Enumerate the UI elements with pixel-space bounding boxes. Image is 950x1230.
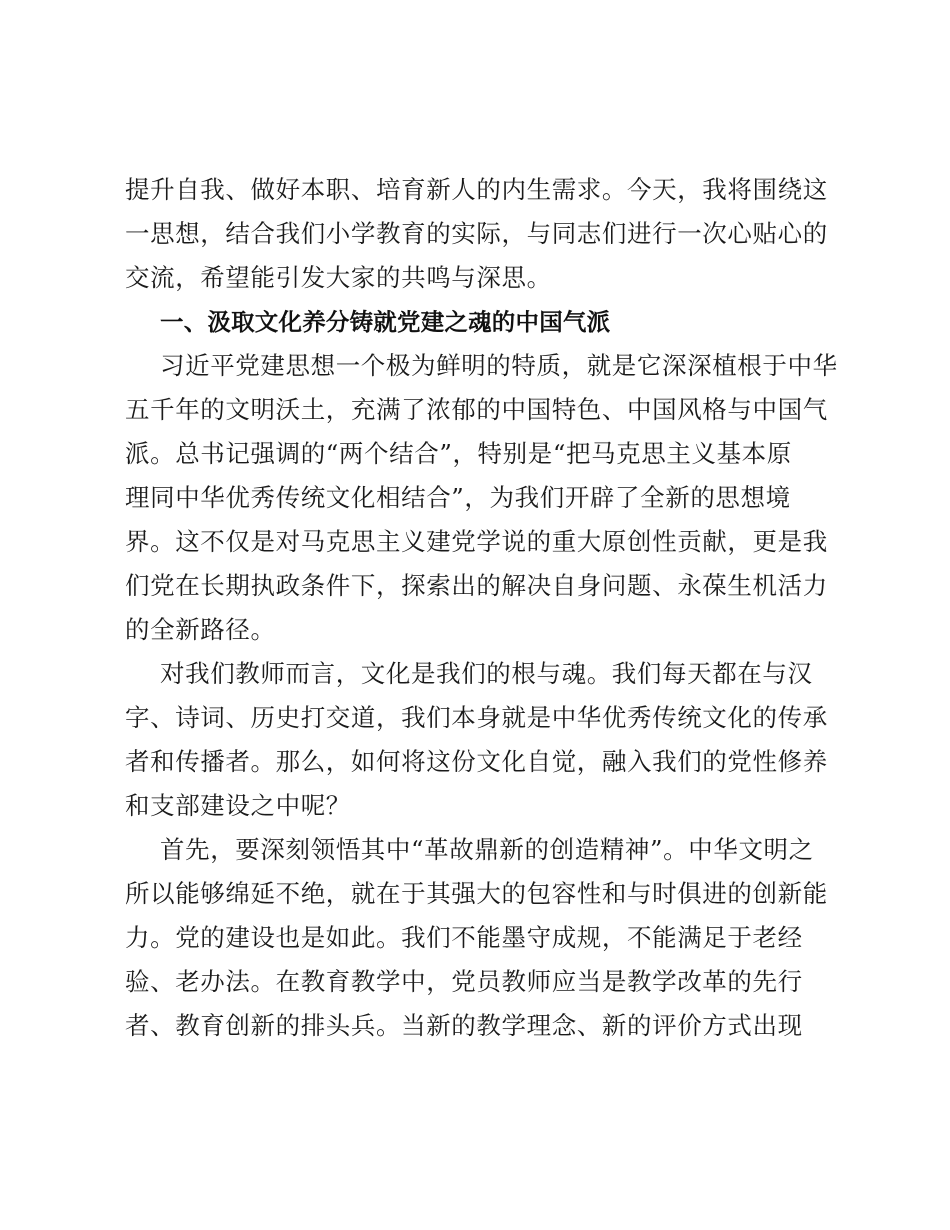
paragraph-line: 字、诗词、历史打交道，我们本身就是中华优秀传统文化的传承 (125, 703, 828, 732)
paragraph-line: 力。党的建设也是如此。我们不能墨守成规，不能满足于老经 (125, 923, 803, 952)
paragraph-line: 界。这不仅是对马克思主义建党学说的重大原创性贡献，更是我 (125, 527, 828, 556)
paragraph-line: 一思想，结合我们小学教育的实际，与同志们进行一次心贴心的 (125, 219, 828, 248)
paragraph-line: 习近平党建思想一个极为鲜明的特质，就是它深深植根于中华 (160, 351, 838, 380)
paragraph-line: 交流，希望能引发大家的共鸣与深思。 (125, 263, 552, 292)
paragraph-line: 的全新路径。 (125, 615, 276, 644)
paragraph-line: 们党在长期执政条件下，探索出的解决自身问题、永葆生机活力 (125, 571, 828, 600)
paragraph-line: 理同中华优秀传统文化相结合”，为我们开辟了全新的思想境 (125, 483, 791, 512)
paragraph-line: 首先，要深刻领悟其中“革故鼎新的创造精神”。中华文明之 (160, 835, 814, 864)
paragraph-line: 五千年的文明沃土，充满了浓郁的中国特色、中国风格与中国气 (125, 395, 828, 424)
paragraph-line: 者、教育创新的排头兵。当新的教学理念、新的评价方式出现 (125, 1011, 803, 1040)
paragraph-line: 所以能够绵延不绝，就在于其强大的包容性和与时俱进的创新能 (125, 879, 828, 908)
paragraph-line: 派。总书记强调的“两个结合”，特别是“把马克思主义基本原 (125, 439, 792, 468)
paragraph-line: 和支部建设之中呢？ (125, 791, 351, 820)
section-heading: 一、汲取文化养分铸就党建之魂的中国气派 (160, 308, 611, 336)
paragraph-line: 验、老办法。在教育教学中，党员教师应当是教学改革的先行 (125, 967, 803, 996)
paragraph-line: 者和传播者。那么，如何将这份文化自觉，融入我们的党性修养 (125, 747, 828, 776)
paragraph-line: 提升自我、做好本职、培育新人的内生需求。今天，我将围绕这 (125, 175, 828, 204)
paragraph-line: 对我们教师而言，文化是我们的根与魂。我们每天都在与汉 (160, 659, 813, 688)
